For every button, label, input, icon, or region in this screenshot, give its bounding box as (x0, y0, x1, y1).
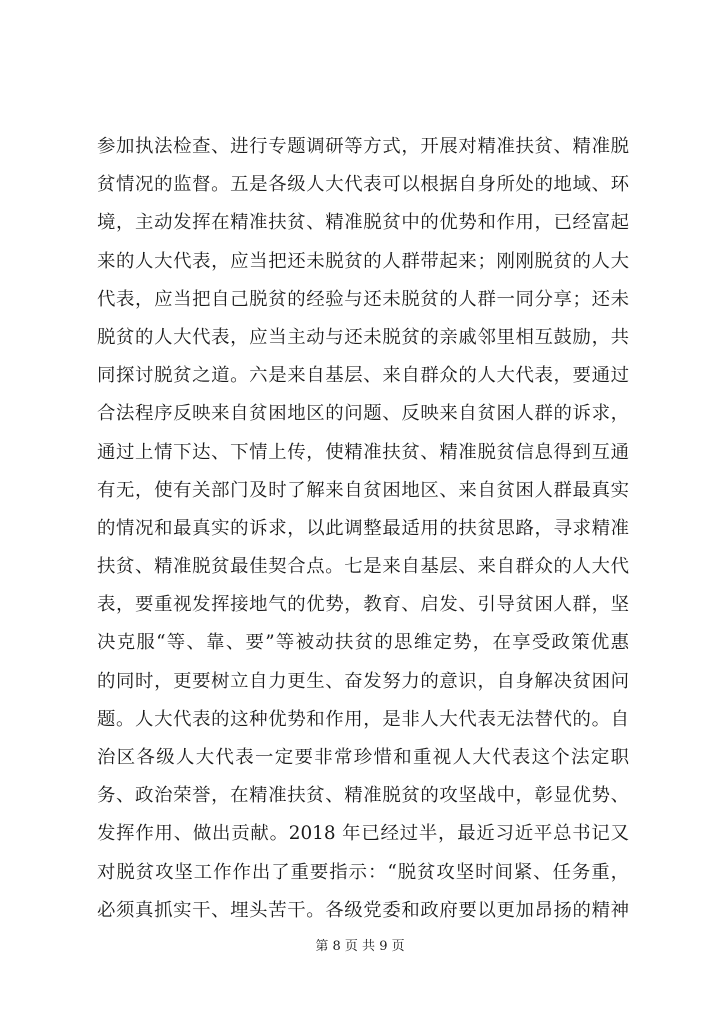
text-line: 来的人大代表，应当把还未脱贫的人群带起来；刚刚脱贫的人大 (97, 250, 629, 272)
text-line: 合法程序反映来自贫困地区的问题、反映来自贫困人群的诉求， (97, 403, 629, 425)
text-line: 发挥作用、做出贡献。2018 年已经过半，最近习近平总书记又 (97, 823, 629, 845)
text-line: 对脱贫攻坚工作作出了重要指示：“脱贫攻坚时间紧、任务重， (97, 861, 629, 883)
text-line: 必须真抓实干、埋头苦干。各级党委和政府要以更加昂扬的精神 (97, 899, 629, 921)
text-line: 贫情况的监督。五是各级人大代表可以根据自身所处的地域、环 (97, 174, 629, 196)
body-text (97, 128, 629, 930)
text-line: 题。人大代表的这种优势和作用，是非人大代表无法替代的。自 (97, 708, 629, 730)
text-line: 治区各级人大代表一定要非常珍惜和重视人大代表这个法定职 (97, 747, 629, 768)
text-line: 决克服“等、靠、要”等被动扶贫的思维定势，在享受政策优惠 (97, 632, 629, 654)
page-footer (0, 938, 720, 956)
text-line: 脱贫的人大代表，应当主动与还未脱贫的亲戚邻里相互鼓励，共 (97, 326, 629, 348)
text-line: 境，主动发挥在精准扶贫、精准脱贫中的优势和作用，已经富起 (97, 212, 629, 234)
text-line: 通过上情下达、下情上传，使精准扶贫、精准脱贫信息得到互通 (97, 441, 629, 463)
text-line: 同探讨脱贫之道。六是来自基层、来自群众的人大代表，要通过 (97, 365, 629, 387)
page-number: 第 8 页 共 9 页 (315, 939, 405, 954)
text-line: 有无，使有关部门及时了解来自贫困地区、来自贫困人群最真实 (97, 479, 629, 501)
text-line: 表，要重视发挥接地气的优势，教育、启发、引导贫困人群，坚 (97, 594, 629, 616)
text-line: 扶贫、精准脱贫最佳契合点。七是来自基层、来自群众的人大代 (97, 556, 629, 578)
text-line: 务、政治荣誉，在精准扶贫、精准脱贫的攻坚战中，彰显优势、 (97, 785, 629, 807)
text-line: 代表，应当把自己脱贫的经验与还未脱贫的人群一同分享；还未 (97, 288, 629, 310)
text-line: 的情况和最真实的诉求，以此调整最适用的扶贫思路，寻求精准 (97, 517, 629, 539)
text-line: 的同时，更要树立自力更生、奋发努力的意识，自身解决贫困问 (97, 670, 629, 692)
text-line: 参加执法检查、进行专题调研等方式，开展对精准扶贫、精准脱 (97, 136, 629, 157)
